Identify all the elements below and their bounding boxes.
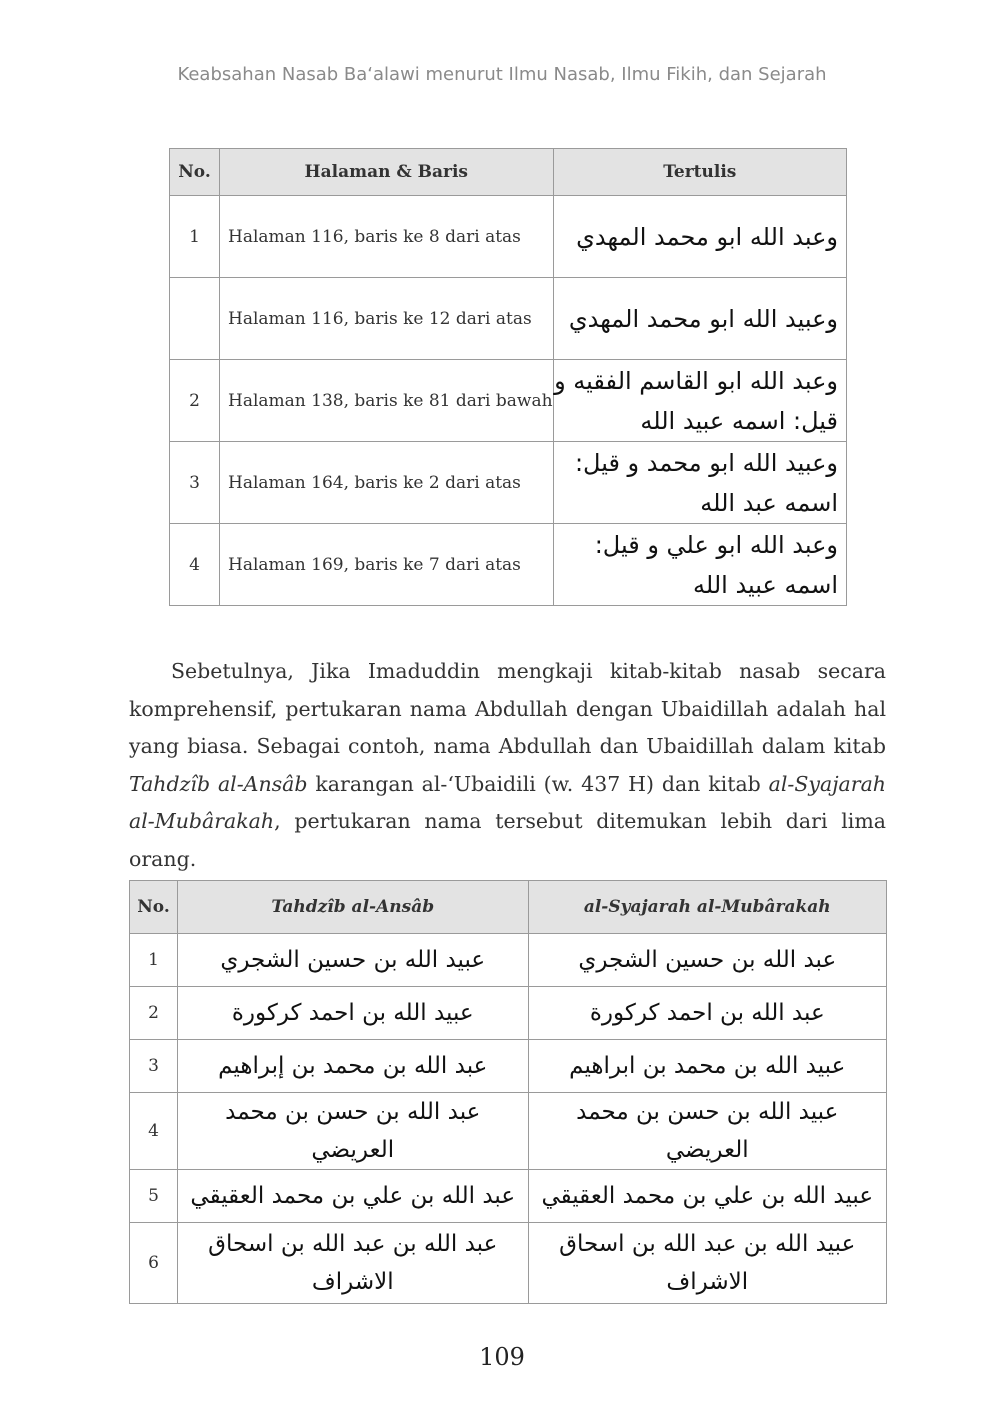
table-row (130, 1093, 887, 1170)
table-row (170, 524, 847, 606)
table-row (130, 1223, 887, 1304)
row-number: 1 (130, 934, 178, 987)
row-location: Halaman 169, baris ke 7 dari atas (220, 524, 554, 606)
cell-syajarah: عبيد الله بن عبد الله بن اسحاق الاشراف (528, 1223, 887, 1304)
table-row (170, 196, 847, 278)
column-header-no: No. (170, 149, 220, 196)
row-number: 3 (170, 442, 220, 524)
row-arabic-text: وعبد الله ابو محمد المهدي (553, 196, 846, 278)
page-number: 109 (479, 1343, 525, 1371)
reference-table (169, 148, 847, 606)
row-number: 3 (130, 1040, 178, 1093)
book-title: al-Syajarah al-Mubârakah (129, 771, 886, 833)
table-row (170, 360, 847, 442)
cell-tahdzib: عبيد الله بن احمد كركورة (178, 987, 529, 1040)
row-location: Halaman 138, baris ke 81 dari bawah (220, 360, 554, 442)
row-location: Halaman 116, baris ke 12 dari atas (220, 278, 554, 360)
column-header-location: Halaman & Baris (220, 149, 554, 196)
paragraph-text: karangan al-‘Ubaidili (w. 437 H) dan kitab (307, 771, 769, 796)
row-arabic-text: وعبد الله ابو علي و قيل: اسمه عبيد الله (553, 524, 846, 606)
row-arabic-text: وعبد الله ابو القاسم الفقيه و قيل: اسمه عبيد الله (553, 360, 846, 442)
cell-tahdzib: عبد الله بن محمد بن إبراهيم (178, 1040, 529, 1093)
row-arabic-text: وعبيد الله ابو محمد و قيل: اسمه عبد الله (553, 442, 846, 524)
comparison-table (129, 880, 887, 1304)
table-header-row (130, 881, 887, 934)
row-number: 2 (130, 987, 178, 1040)
row-arabic-text: وعبيد الله ابو محمد المهدي (553, 278, 846, 360)
table-row (130, 987, 887, 1040)
book-title: Tahdzîb al-Ansâb (129, 771, 308, 796)
cell-tahdzib: عبد الله بن حسن بن محمد العريضي (178, 1093, 529, 1170)
cell-tahdzib: عبد الله بن علي بن محمد العقيقي (178, 1170, 529, 1223)
row-number: 6 (130, 1223, 178, 1304)
paragraph-text: , pertukaran nama tersebut ditemukan lebih dari lima orang. (129, 809, 886, 871)
body-paragraph (129, 653, 886, 878)
row-number: 4 (130, 1093, 178, 1170)
row-number (170, 278, 220, 360)
row-location: Halaman 116, baris ke 8 dari atas (220, 196, 554, 278)
column-header-no: No. (130, 881, 178, 934)
cell-tahdzib: عبد الله بن عبد الله بن اسحاق الاشراف (178, 1223, 529, 1304)
cell-syajarah: عبيد الله بن حسن بن محمد العريضي (528, 1093, 887, 1170)
cell-syajarah: عبيد الله بن محمد بن ابراهيم (528, 1040, 887, 1093)
table-header-row (170, 149, 847, 196)
table-row (170, 442, 847, 524)
row-number: 1 (170, 196, 220, 278)
table-row (130, 1040, 887, 1093)
cell-syajarah: عبيد الله بن علي بن محمد العقيقي (528, 1170, 887, 1223)
row-location: Halaman 164, baris ke 2 dari atas (220, 442, 554, 524)
running-header: Keabsahan Nasab Ba‘alawi menurut Ilmu Nasab, Ilmu Fikih, dan Sejarah (177, 64, 827, 85)
cell-syajarah: عبد الله بن حسين الشجري (528, 934, 887, 987)
cell-syajarah: عبد الله بن احمد كركورة (528, 987, 887, 1040)
paragraph-text: Sebetulnya, Jika Imaduddin mengkaji kitab-kitab nasab secara komprehensif, pertukaran nama Abdullah dengan Ubaidillah adalah hal yang biasa. Sebagai contoh, nama Abdullah dan Ubaidillah dalam kitab (129, 659, 886, 758)
column-header-syajarah: al-Syajarah al-Mubârakah (528, 881, 887, 934)
table-row (170, 278, 847, 360)
row-number: 4 (170, 524, 220, 606)
column-header-tahdzib: Tahdzîb al-Ansâb (178, 881, 529, 934)
row-number: 5 (130, 1170, 178, 1223)
column-header-written: Tertulis (553, 149, 846, 196)
table-row (130, 1170, 887, 1223)
row-number: 2 (170, 360, 220, 442)
cell-tahdzib: عبيد الله بن حسين الشجري (178, 934, 529, 987)
table-row (130, 934, 887, 987)
